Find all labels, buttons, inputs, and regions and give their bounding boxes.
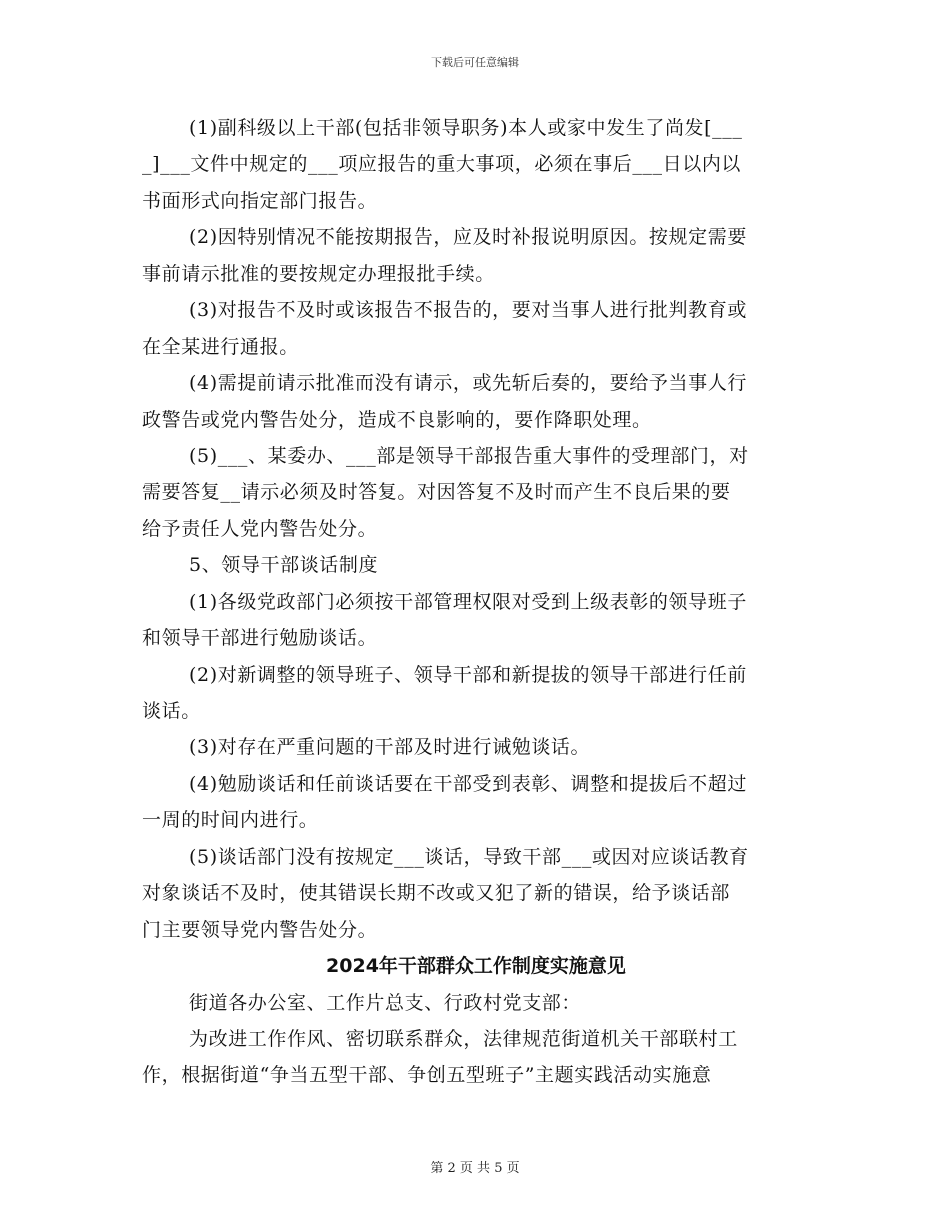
text-line: 一周的时间内进行。 bbox=[142, 809, 319, 832]
text-line: 门主要领导党内警告处分。 bbox=[142, 918, 378, 941]
text-line: (2)对新调整的领导班子、领导干部和新提拔的领导干部进行任前 bbox=[189, 663, 747, 686]
text-line: (5)___、某委办、___部是领导干部报告重大事件的受理部门，对 bbox=[189, 444, 749, 467]
text-line: 对象谈话不及时，使其错误长期不改或又犯了新的错误，给予谈话部 bbox=[142, 882, 731, 905]
text-line: 作，根据街道“争当五型干部、争创五型班子”主题实践活动实施意 bbox=[142, 1064, 712, 1087]
text-line: 需要答复__请示必须及时答复。对因答复不及时而产生不良后果的要 bbox=[142, 481, 731, 504]
text-line: 街道各办公室、工作片总支、行政村党支部： bbox=[189, 991, 582, 1014]
text-line: (2)因特别情况不能按期报告，应及时补报说明原因。按规定需要 bbox=[189, 226, 747, 249]
text-line: (5)谈话部门没有按规定___谈话，导致干部___或因对应谈话教育 bbox=[189, 845, 749, 868]
section-title: 2024年干部群众工作制度实施意见 bbox=[326, 955, 626, 978]
text-line: (1)副科级以上干部(包括非领导职务)本人或家中发生了尚发[___ bbox=[189, 117, 743, 139]
text-line: 谈话。 bbox=[142, 700, 201, 722]
text-line: 政警告或党内警告处分，造成不良影响的，要作降职处理。 bbox=[142, 408, 652, 431]
text-line: 和领导干部进行勉励谈话。 bbox=[142, 627, 378, 650]
text-line: (4)勉励谈话和任前谈话要在干部受到表彰、调整和提拔后不超过 bbox=[189, 772, 747, 795]
text-line: (3)对报告不及时或该报告不报告的，要对当事人进行批判教育或 bbox=[189, 299, 747, 322]
document-body bbox=[142, 110, 810, 1094]
page-footer: 第 2 页 共 5 页 bbox=[430, 1161, 520, 1176]
text-line: 书面形式向指定部门报告。 bbox=[142, 189, 378, 212]
page-header: 下载后可任意编辑 bbox=[431, 56, 519, 69]
text-line: (1)各级党政部门必须按干部管理权限对受到上级表彰的领导班子 bbox=[189, 590, 747, 613]
text-line: 在全某进行通报。 bbox=[142, 335, 299, 358]
text-line: 5、领导干部谈话制度 bbox=[189, 554, 379, 577]
text-line: 事前请示批准的要按规定办理报批手续。 bbox=[142, 262, 495, 285]
text-line: (4)需提前请示批准而没有请示，或先斩后奏的，要给予当事人行 bbox=[189, 372, 747, 395]
text-line: 给予责任人党内警告处分。 bbox=[142, 517, 378, 540]
text-line: _]___文件中规定的___项应报告的重大事项，必须在事后___日以内以 bbox=[142, 153, 742, 176]
text-line: (3)对存在严重问题的干部及时进行诫勉谈话。 bbox=[189, 736, 591, 759]
text-line: 为改进工作作风、密切联系群众，法律规范街道机关干部联村工 bbox=[189, 1027, 738, 1050]
